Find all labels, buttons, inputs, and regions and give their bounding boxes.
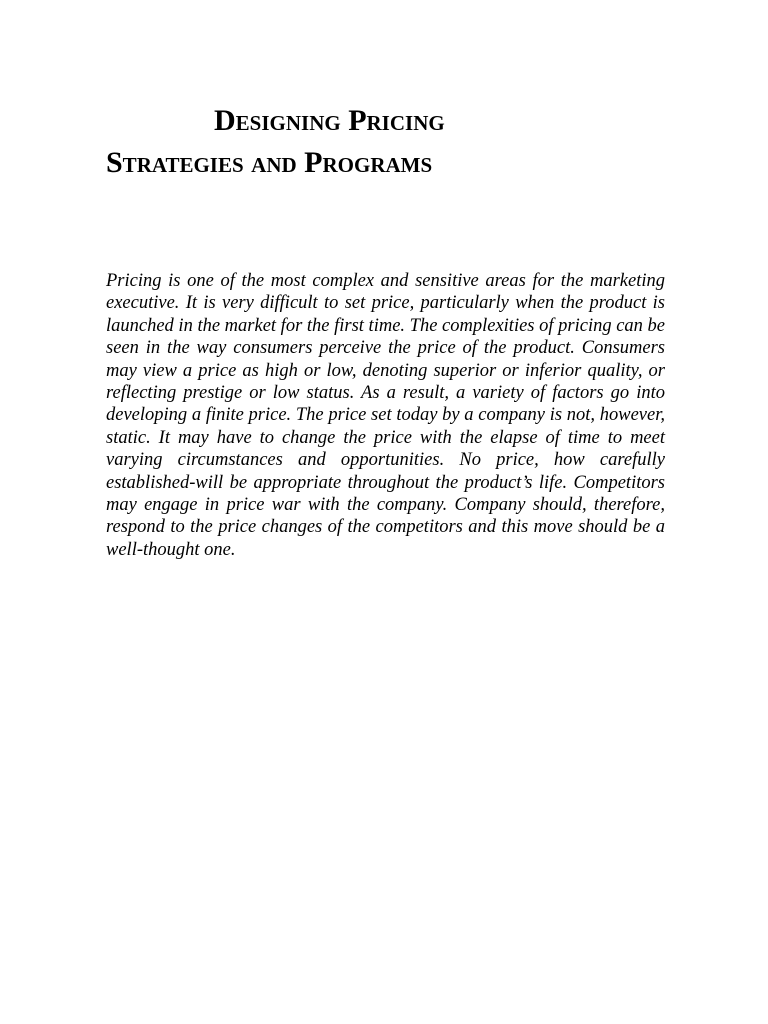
chapter-title-line-1: Designing Pricing <box>214 104 445 137</box>
intro-paragraph: Pricing is one of the most complex and sensitive areas for the marketing executive. It is very difficult to set price, particularly when the product is launched in the market for the first time. The complexities of pricing can be seen in the way consumers perceive the price of the product. Consumers may view a price as high or low, denoting superior or inferior quality, or reflecting prestige or low status. As a result, a variety of factors go into developing a finite price. The price set today by a company is not, however, static. It may have to change the price with the elapse of time to meet varying circumstances and opportunities. No price, how carefully established-will be appropriate throughout the product’s life. Competitors may engage in price war with the company. Company should, therefore, respond to the price changes of the competitors and this move should be a well-thought one. <box>106 271 666 560</box>
chapter-title-line-2: Strategies and Programs <box>106 146 433 179</box>
chapter-title <box>106 100 666 184</box>
